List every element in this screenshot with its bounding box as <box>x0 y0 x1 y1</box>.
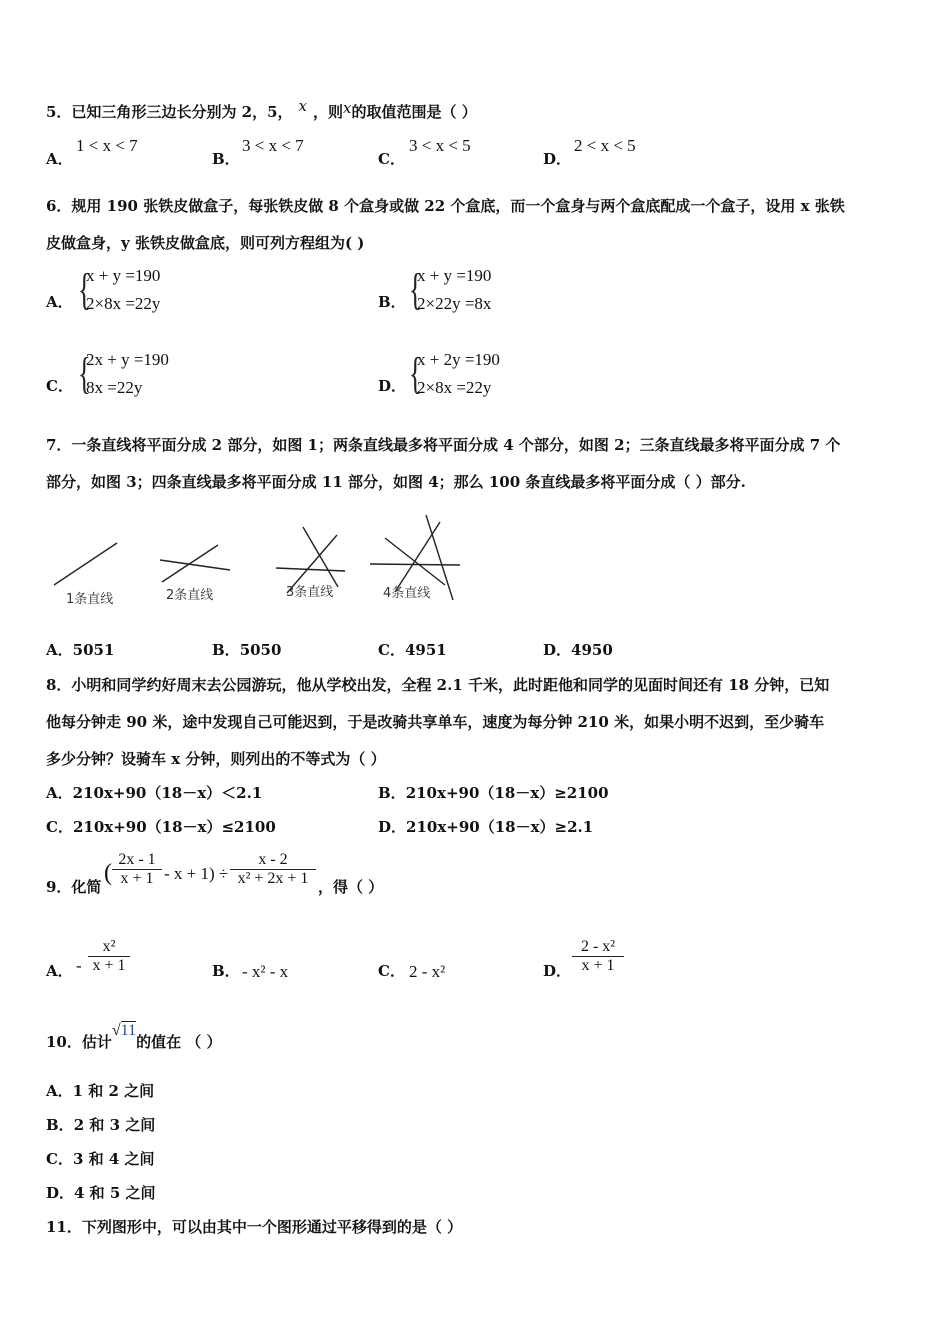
q7-option-b-value: 5050 <box>239 641 282 659</box>
q10-option-a-text: 1 和 2 之间 <box>72 1082 155 1100</box>
q7-option-d <box>543 640 613 660</box>
q10-radicand: 11 <box>120 1022 137 1039</box>
q6-option-d-label: D． <box>378 377 407 395</box>
q8-stem-line1: 8．小明和同学约好周末去公园游玩，他从学校出发，全程 2.1 千米，此时距他和同学的见面时间还有 18 分钟，已知 <box>46 676 830 694</box>
q9-option-a-denominator: x + 1 <box>92 957 126 974</box>
q10-option-c-label: C． <box>46 1150 73 1168</box>
q5-stem-part: ，则 <box>313 103 344 121</box>
q6-option-b-eq1: x + y =190 <box>417 266 492 285</box>
q10-option-d-text: 4 和 5 之间 <box>74 1184 156 1202</box>
q6-option-a-system <box>78 264 238 320</box>
q9-fraction-1-numerator: 2x - 1 <box>118 851 156 868</box>
q7-option-d-value: 4950 <box>571 641 613 659</box>
brace-icon: { <box>78 265 91 314</box>
q10-option-b <box>46 1115 155 1135</box>
q6-option-b-eq2: 2×22y =8x <box>417 294 492 313</box>
q9-option-a-numerator: x² <box>102 938 116 955</box>
q7-figure-label: 2条直线 <box>166 588 214 603</box>
q10-option-d-label: D． <box>46 1184 75 1202</box>
q9-option-d-fraction <box>572 938 624 975</box>
q8-option-a-label: A． <box>46 784 73 802</box>
q7-option-a-label: A． <box>46 641 73 659</box>
q6-option-c-label: C． <box>46 377 73 395</box>
figure-1-lines <box>54 543 117 585</box>
q6-option-b-label: B． <box>378 293 406 311</box>
q11-stem: 11．下列图形中，可以由其中一个图形通过平移得到的是（ ） <box>46 1218 463 1236</box>
q9-middle: - x + 1) ÷ <box>164 864 229 883</box>
q10-stem <box>46 1022 222 1053</box>
q5-stem-part: 的取值范围是（ ） <box>351 103 477 121</box>
q6-stem-line1: 6．规用 190 张铁皮做盒子，每张铁皮做 8 个盒身或做 22 个盒底，而一个盒身与两个盒底配成一个盒子，设用 x 张铁 <box>46 197 845 215</box>
q8-stem-line3: 多少分钟？设骑车 x 分钟，则列出的不等式为（ ） <box>46 750 386 768</box>
q7-option-c-value: 4951 <box>404 641 447 659</box>
q8-option-c-label: C． <box>46 818 73 836</box>
q7-figure-label: 4条直线 <box>383 586 431 601</box>
q5-option-a-expr: 1 < x < 7 <box>76 136 138 155</box>
q8-option-d <box>378 817 593 837</box>
q9-option-c-expr: 2 - x² <box>409 962 446 981</box>
q7-option-a-value: 5051 <box>72 641 115 659</box>
q8-option-d-expr: 210x+90（18－x）≥2.1 <box>406 818 594 836</box>
q5-option-c-label: C． <box>378 150 405 168</box>
q10-option-c <box>46 1149 155 1169</box>
q7-stem-line2: 部分，如图 3；四条直线最多将平面分成 11 部分，如图 4；那么 100 条直线最多将平面分成（ ）部分. <box>46 473 746 491</box>
q5-stem-part: 5．已知三角形三边长分别为 2，5， <box>46 103 293 121</box>
brace-icon: { <box>78 349 91 398</box>
q6-option-c-eq1: 2x + y =190 <box>86 350 169 369</box>
q7-stem-line1: 7．一条直线将平面分成 2 部分，如图 1；两条直线最多将平面分成 4 个部分，如图 2；三条直线最多将平面分成 7 个 <box>46 436 841 454</box>
q9-fraction-1 <box>112 851 162 888</box>
q6-option-d-system <box>409 348 569 404</box>
q8-stem-line2: 他每分钟走 90 米，途中发现自己可能迟到，于是改骑共享单车，速度为每分钟 210 米，如果小明不迟到，至少骑车 <box>46 713 825 731</box>
sqrt-icon: √11 <box>111 1022 137 1039</box>
figure-2-lines <box>160 545 230 582</box>
q5-var: x <box>298 97 308 115</box>
q5-option-d-label: D． <box>543 150 572 168</box>
q5-option-d-expr: 2 < x < 5 <box>574 136 636 155</box>
q9-option-d-numerator: 2 - x² <box>580 938 616 955</box>
q9-option-a-sign: - <box>76 956 82 975</box>
q6-option-c-system <box>78 348 238 404</box>
q10-suffix: 的值在 （ ） <box>136 1033 222 1051</box>
q6-stem-line2: 皮做盒身，y 张铁皮做盒底，则可列方程组为( ) <box>46 234 365 252</box>
q9-option-a-label: A． <box>46 962 73 980</box>
q8-option-a-expr: 210x+90（18－x）＜2.1 <box>72 784 263 802</box>
q10-option-b-text: 2 和 3 之间 <box>73 1116 156 1134</box>
q9-option-b-expr: - x² - x <box>242 962 289 981</box>
q7-figure-label: 3条直线 <box>286 585 334 600</box>
q9-fraction-2 <box>230 851 316 888</box>
q7-option-c <box>378 640 447 660</box>
q7-option-b-label: B． <box>212 641 240 659</box>
q9-fraction-1-denominator: x + 1 <box>120 870 154 887</box>
q6-option-a-eq2: 2×8x =22y <box>86 294 161 313</box>
brace-icon: { <box>409 265 422 314</box>
q9-fraction-2-denominator: x² + 2x + 1 <box>237 870 309 887</box>
q9-open-paren: ( <box>104 860 112 886</box>
q8-option-c <box>46 817 276 837</box>
q8-option-b-expr: 210x+90（18－x）≥2100 <box>405 784 609 802</box>
q9-option-c-label: C． <box>378 962 405 980</box>
q5-stem <box>46 97 477 122</box>
q10-prefix: 10．估计 <box>46 1033 112 1051</box>
q7-option-a <box>46 640 114 660</box>
q9-suffix: ，得（ ） <box>318 878 384 896</box>
q9-option-a-fraction <box>88 938 130 975</box>
q6-option-b-system <box>409 264 569 320</box>
q9-prefix: 9．化简 <box>46 878 102 896</box>
q6-option-a-eq1: x + y =190 <box>86 266 161 285</box>
q8-option-a <box>46 783 262 803</box>
q10-option-b-label: B． <box>46 1116 74 1134</box>
q10-option-c-text: 3 和 4 之间 <box>72 1150 155 1168</box>
q7-figure-label: 1条直线 <box>66 592 114 607</box>
q5-var: x <box>343 99 352 117</box>
q7-option-c-label: C． <box>378 641 405 659</box>
q8-option-c-expr: 210x+90（18－x）≤2100 <box>72 818 276 836</box>
brace-icon: { <box>409 349 422 398</box>
q8-option-b-label: B． <box>378 784 406 802</box>
q9-option-b-label: B． <box>212 962 240 980</box>
q5-option-c-expr: 3 < x < 5 <box>409 136 471 155</box>
q8-option-b <box>378 783 609 803</box>
q5-option-b-label: B． <box>212 150 240 168</box>
q5-option-b-expr: 3 < x < 7 <box>242 136 304 155</box>
q6-option-d-eq2: 2×8x =22y <box>417 378 492 397</box>
q6-option-a-label: A． <box>46 293 73 311</box>
q10-option-a-label: A． <box>46 1082 73 1100</box>
q7-option-d-label: D． <box>543 641 572 659</box>
q9-option-d-label: D． <box>543 962 572 980</box>
q6-option-c-eq2: 8x =22y <box>86 378 143 397</box>
q6-option-d-eq1: x + 2y =190 <box>417 350 500 369</box>
q8-option-d-label: D． <box>378 818 407 836</box>
q5-option-a-label: A． <box>46 150 73 168</box>
q9-fraction-2-numerator: x - 2 <box>258 851 288 868</box>
q10-option-a <box>46 1081 154 1101</box>
q7-option-b <box>212 640 281 660</box>
q10-option-d <box>46 1183 156 1203</box>
q9-option-d-denominator: x + 1 <box>581 957 615 974</box>
